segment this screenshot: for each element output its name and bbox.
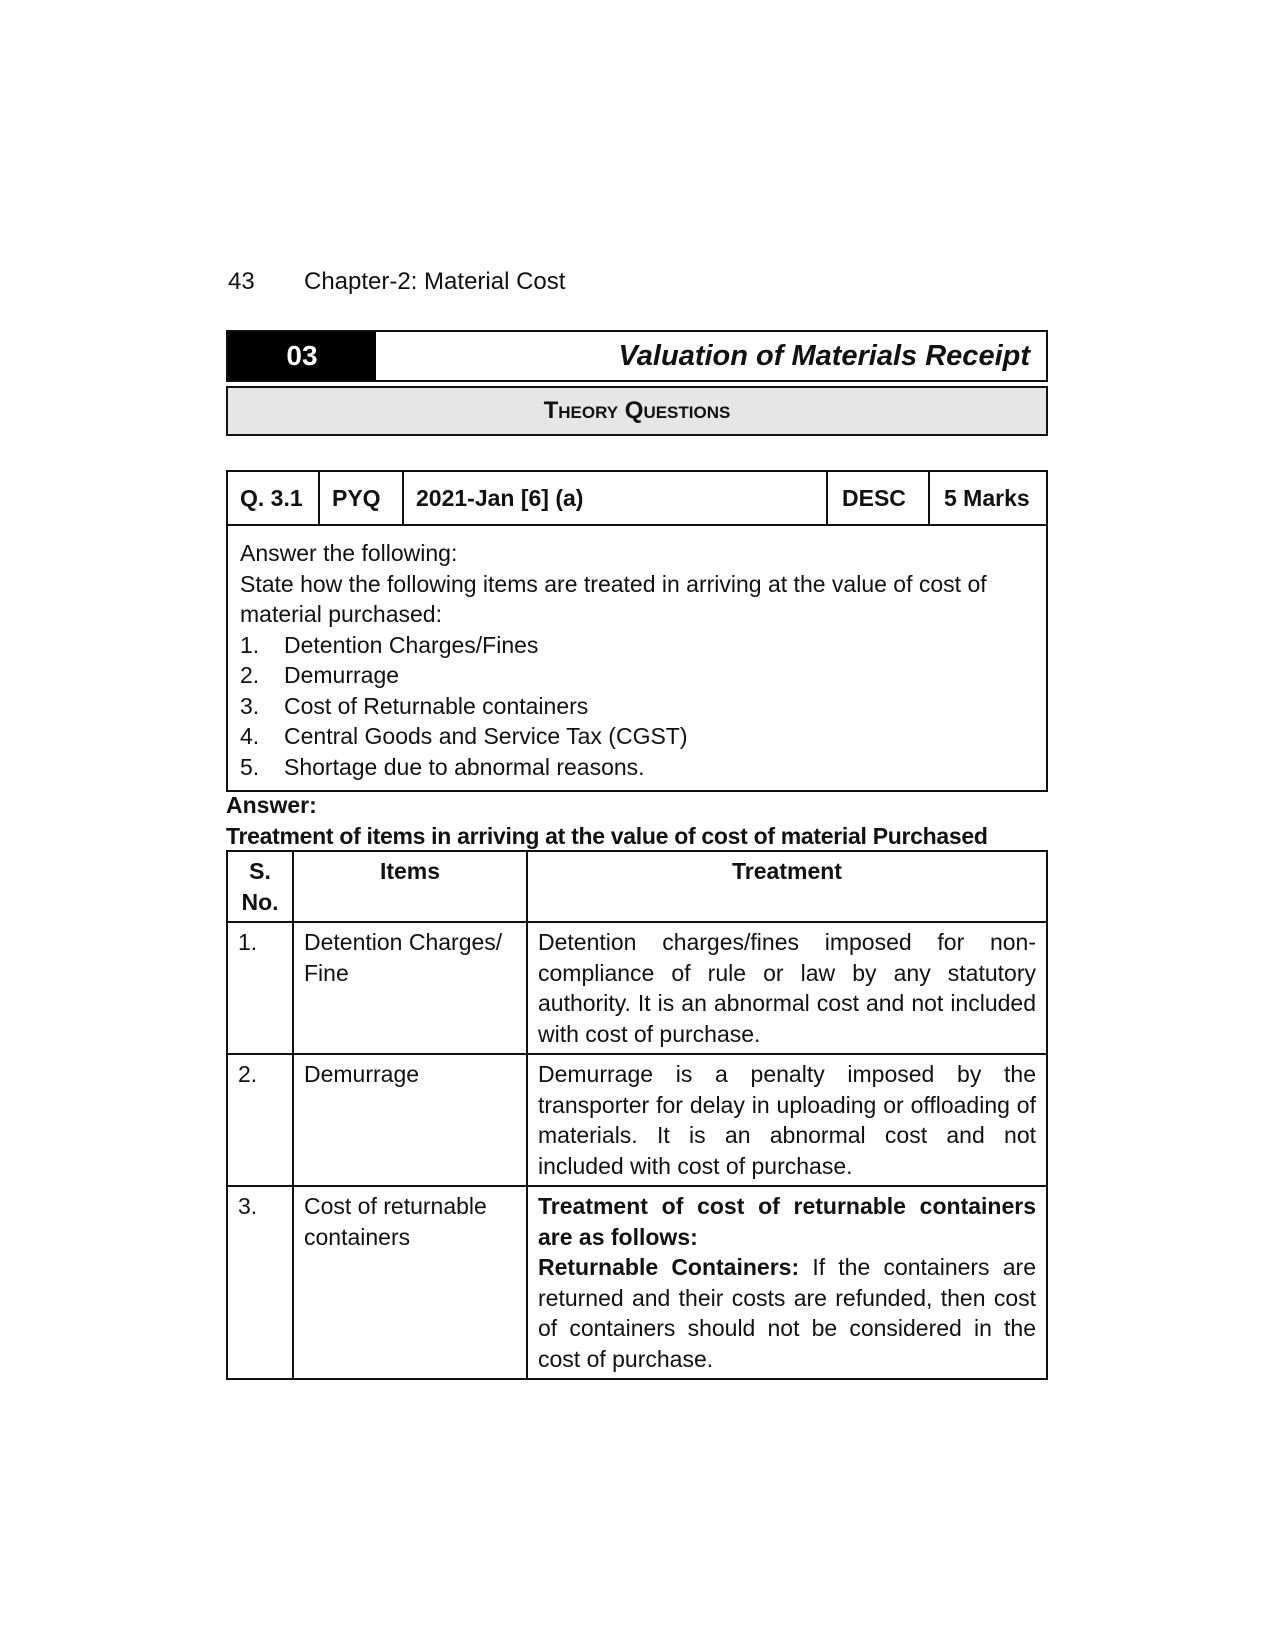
answer-label: Answer: xyxy=(226,792,317,818)
question-prompt: State how the following items are treated in arriving at the value of cost of material purchased: xyxy=(240,570,987,627)
running-head xyxy=(228,268,565,296)
list-item: 1. Detention Charges/Fines xyxy=(240,631,539,658)
treatment-lead: Returnable Containers: xyxy=(538,1254,800,1280)
question-exam: 2021-Jan [6] (a) xyxy=(404,472,828,524)
answer-heading xyxy=(226,790,988,852)
row-sno: 3. xyxy=(227,1186,293,1379)
list-item: 5. Shortage due to abnormal reasons. xyxy=(240,753,645,780)
table-header-row xyxy=(227,851,1047,922)
chapter-title: Chapter-2: Material Cost xyxy=(304,268,566,295)
column-header-items: Items xyxy=(293,851,527,922)
question-item-list xyxy=(240,630,1034,783)
treatment-text: If the containers are returned and their costs are refunded, then cost of containers should not be considered in the cost of purchase. xyxy=(538,1254,1036,1372)
row-item: Demurrage xyxy=(293,1054,527,1186)
row-treatment: Demurrage is a penalty imposed by the transporter for delay in uploading or offloading of materials. It is an abnormal cost and not included with cost of purchase. xyxy=(527,1054,1047,1186)
question-box xyxy=(226,470,1048,792)
question-intro: Answer the following: xyxy=(240,540,458,566)
chapter-section-number: 03 xyxy=(228,332,376,380)
column-header-treatment: Treatment xyxy=(527,851,1047,922)
row-treatment: Detention charges/fines imposed for non-compliance of rule or law by any statutory authority. It is an abnormal cost and not included with cost of purchase. xyxy=(527,922,1047,1054)
row-sno: 1. xyxy=(227,922,293,1054)
table-row xyxy=(227,1186,1047,1379)
list-item: 2. Demurrage xyxy=(240,662,400,688)
section-heading: Theory Questions xyxy=(226,386,1048,436)
treatment-table xyxy=(226,850,1048,1380)
chapter-section-title: Valuation of Materials Receipt xyxy=(618,339,1030,372)
treatment-heading: Treatment of cost of returnable containers are as follows: xyxy=(538,1193,1036,1250)
row-item: Detention Charges/ Fine xyxy=(293,922,527,1054)
list-item: 3. Cost of Returnable containers xyxy=(240,692,589,719)
question-body xyxy=(228,526,1046,790)
table-row xyxy=(227,922,1047,1054)
row-treatment xyxy=(527,1186,1047,1379)
table-row xyxy=(227,1054,1047,1186)
row-sno: 2. xyxy=(227,1054,293,1186)
question-marks: 5 Marks xyxy=(944,484,1030,511)
chapter-banner xyxy=(226,330,1048,382)
answer-subtitle: Treatment of items in arriving at the value of cost of material Purchased xyxy=(226,823,988,849)
question-format: DESC xyxy=(828,472,930,524)
column-header-sno: S. No. xyxy=(227,851,293,922)
question-header xyxy=(228,472,1046,526)
row-item: Cost of returnable containers xyxy=(293,1186,527,1379)
list-item: 4. Central Goods and Service Tax (CGST) xyxy=(240,723,688,749)
question-id: Q. 3.1 xyxy=(228,472,320,524)
page-number: 43 xyxy=(228,268,255,295)
question-type: PYQ xyxy=(320,472,404,524)
